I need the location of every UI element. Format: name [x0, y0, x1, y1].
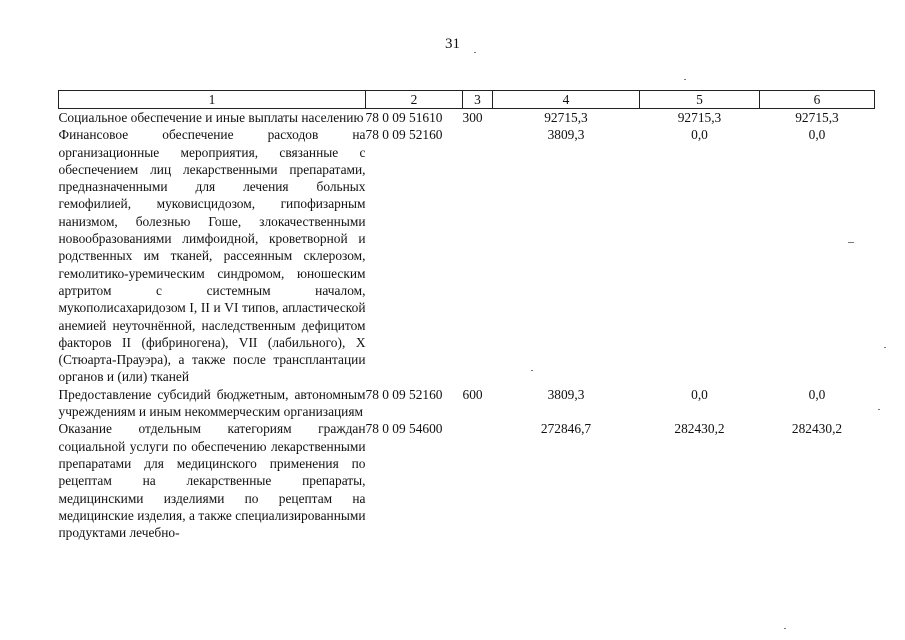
scan-speck: [784, 628, 786, 629]
row-value-col6: 282430,2: [791, 421, 843, 437]
row-value-col5: 92715,3: [677, 110, 722, 125]
row-value-col6: 92715,3: [795, 110, 839, 125]
scan-speck: [531, 370, 533, 371]
column-header-1: 1: [59, 91, 366, 109]
row-description: Предоставление субсидий бюджетным, автономным учреждениям и иным некоммерческим организациям: [58, 386, 366, 420]
row-value-col4: 92715,3: [544, 110, 588, 125]
scan-speck: [474, 52, 476, 53]
row-value-col6: 0,0: [808, 127, 826, 143]
column-header-5: 5: [640, 91, 760, 109]
table-row: [59, 386, 875, 421]
row-code: 78 0 09 52160: [365, 127, 443, 143]
header-row: [59, 91, 875, 109]
column-header-6: 6: [760, 91, 875, 109]
row-value-col5: 0,0: [691, 386, 708, 402]
scan-speck: [848, 242, 854, 243]
row-kind: 300: [462, 110, 483, 125]
row-value-col5: 282430,2: [674, 421, 725, 437]
row-code: 78 0 09 52160: [365, 386, 443, 402]
row-value-col4: 3809,3: [547, 386, 585, 402]
table-row: [59, 109, 875, 127]
row-description: Оказание отдельным категориям граждан социальной услуги по обеспечению лекарственными препаратами для медицинского применения по рецептам на лекарственные препараты, медицинскими изделиями по рецептам на медицинские изделия, а также специализированными продуктами лечебно-: [58, 421, 366, 541]
page-number: 31: [445, 36, 460, 52]
row-value-col6: 0,0: [808, 386, 826, 402]
row-description: Социальное обеспечение и иные выплаты населению: [58, 110, 364, 125]
table-row: [59, 420, 875, 541]
table-row: [59, 126, 875, 385]
row-value-col4: 272846,7: [540, 421, 592, 437]
row-code: 78 0 09 54600: [365, 421, 443, 437]
row-value-col4: 3809,3: [547, 127, 585, 143]
column-header-4: 4: [493, 91, 640, 109]
row-code: 78 0 09 51610: [365, 110, 443, 125]
scan-speck: [884, 347, 886, 348]
row-kind: [463, 126, 493, 385]
row-kind: 600: [462, 386, 483, 402]
column-header-2: 2: [366, 91, 463, 109]
row-kind: [463, 420, 493, 541]
column-header-3: 3: [463, 91, 493, 109]
scan-speck: [878, 409, 880, 410]
budget-table: [58, 90, 875, 541]
row-description: Финансовое обеспечение расходов на организационные мероприятия, связанные с обеспечением лиц лекарственными препаратами, предназначенными для лечения больных гемофилией, муковисцидозом, гипофизарным нанизмом, болезнью Гоше, злокачественными новообразованиями лимфоидной, кроветворной и родственных им тканей, рассеянным склерозом, гемолитико-уремическим синдромом, юношеским артритом с системным началом, мукополисахаридозом I, II и VI типов, апластической анемией неуточнённой, наследственным дефицитом факторов II (фибриногена), VII (лабильного), X (Стюарта-Прауэра), а также после трансплантации органов и (или) тканей: [58, 127, 366, 385]
scan-speck: [684, 79, 686, 80]
row-value-col5: 0,0: [691, 127, 708, 143]
